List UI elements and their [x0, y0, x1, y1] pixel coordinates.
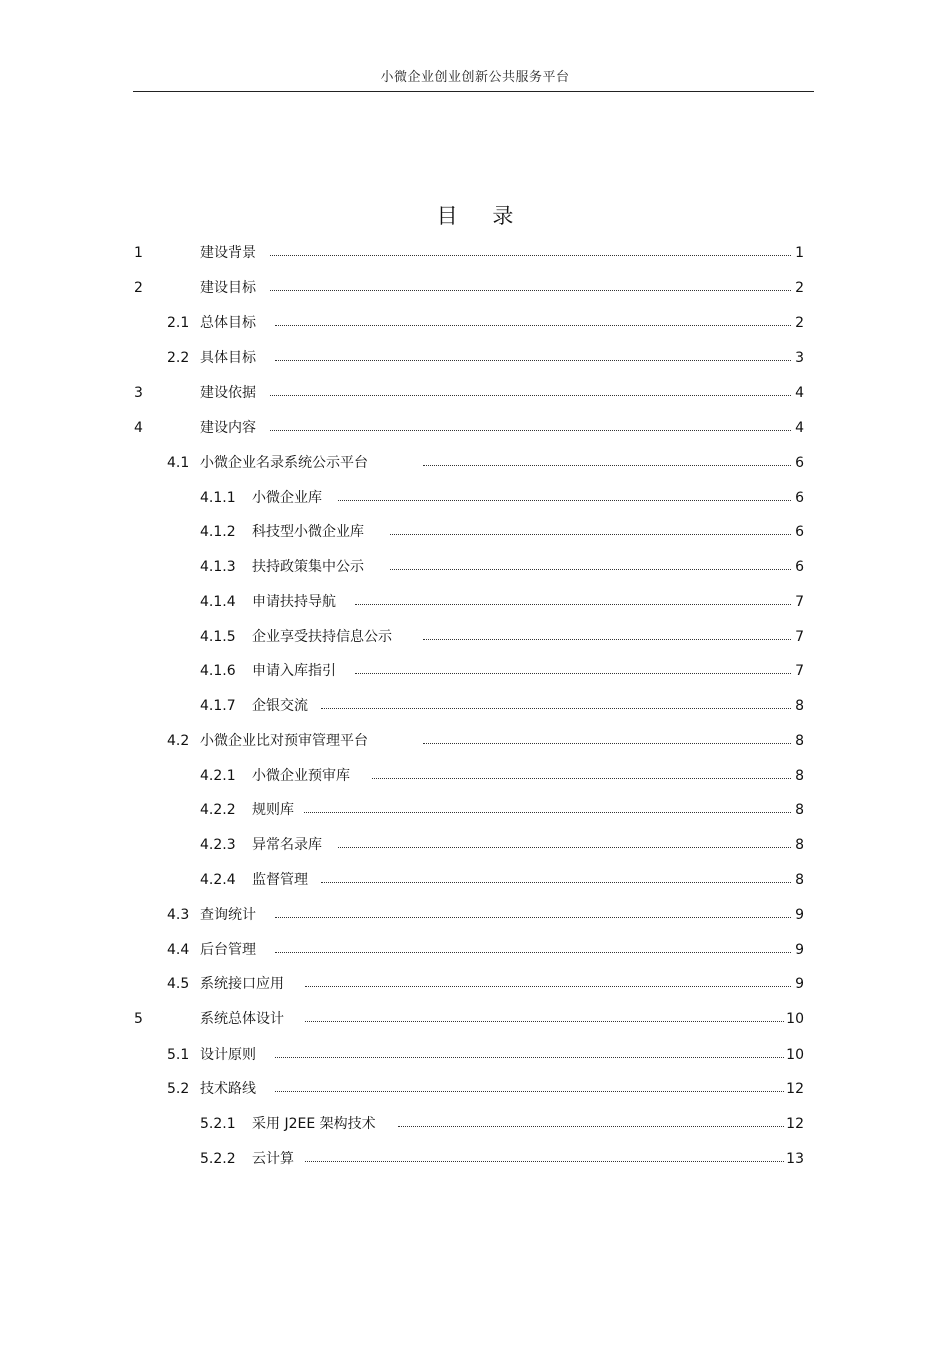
toc-entry-number: 4.2	[167, 733, 190, 749]
toc-entry[interactable]	[0, 488, 950, 508]
toc-entry-leader-dots	[305, 1155, 784, 1162]
toc-entry-leader-dots	[423, 633, 791, 640]
toc-entry-number: 4.4	[167, 942, 190, 958]
toc-entry-leader-dots	[338, 841, 791, 848]
toc-entry-leader-dots	[275, 1051, 784, 1058]
toc-entry-leader-dots	[275, 911, 791, 918]
toc-entry[interactable]	[0, 974, 950, 994]
toc-heading: 目 录	[436, 204, 528, 228]
toc-entry-number: 4.1.4	[200, 594, 236, 610]
toc-entry-leader-dots	[275, 1085, 784, 1092]
toc-entry[interactable]	[0, 1149, 950, 1169]
toc-entry-title: 建设依据	[200, 385, 256, 401]
toc-entry-leader-dots	[305, 1015, 784, 1022]
toc-entry-number: 5.2	[167, 1081, 190, 1097]
toc-entry[interactable]	[0, 1045, 950, 1065]
toc-entry-page-number: 12	[786, 1116, 804, 1132]
toc-entry[interactable]	[0, 383, 950, 403]
toc-entry-number: 4.2.3	[200, 837, 236, 853]
toc-entry-title: 云计算	[252, 1151, 294, 1167]
toc-entry-page-number: 6	[795, 490, 804, 506]
header-rule	[133, 91, 814, 92]
toc-entry[interactable]	[0, 661, 950, 681]
toc-entry-number: 2	[134, 280, 143, 296]
toc-entry-number: 4.1.3	[200, 559, 236, 575]
toc-entry-title: 科技型小微企业库	[252, 524, 364, 540]
toc-entry-page-number: 9	[795, 942, 804, 958]
toc-entry[interactable]	[0, 348, 950, 368]
toc-entry-leader-dots	[270, 249, 791, 256]
toc-entry[interactable]	[0, 453, 950, 473]
toc-entry[interactable]	[0, 1009, 950, 1029]
toc-entry-title: 申请入库指引	[252, 663, 336, 679]
toc-entry-number: 4.5	[167, 976, 190, 992]
toc-entry-page-number: 9	[795, 907, 804, 923]
toc-entry-leader-dots	[372, 772, 791, 779]
toc-entry-title: 企银交流	[252, 698, 308, 714]
toc-entry[interactable]	[0, 313, 950, 333]
toc-entry[interactable]	[0, 696, 950, 716]
toc-entry-title: 小微企业库	[252, 490, 322, 506]
toc-entry-title: 技术路线	[200, 1081, 256, 1097]
toc-entry-page-number: 2	[795, 280, 804, 296]
toc-entry-leader-dots	[270, 389, 791, 396]
toc-entry-title: 小微企业比对预审管理平台	[200, 733, 368, 749]
toc-entry-number: 4.2.4	[200, 872, 236, 888]
toc-entry-leader-dots	[321, 876, 791, 883]
toc-entry-number: 4.1.7	[200, 698, 236, 714]
toc-entry-number: 4.1	[167, 455, 190, 471]
toc-entry[interactable]	[0, 766, 950, 786]
toc-entry-leader-dots	[275, 354, 791, 361]
toc-entry-page-number: 12	[786, 1081, 804, 1097]
toc-entry[interactable]	[0, 243, 950, 263]
toc-entry-page-number: 3	[795, 350, 804, 366]
toc-entry-number: 4.2.1	[200, 768, 236, 784]
toc-entry-number: 4.1.5	[200, 629, 236, 645]
toc-entry-number: 4.3	[167, 907, 190, 923]
toc-entry-number: 5.2.2	[200, 1151, 236, 1167]
toc-entry-number: 5	[134, 1011, 143, 1027]
toc-entry-leader-dots	[275, 319, 791, 326]
toc-entry-number: 4.1.2	[200, 524, 236, 540]
toc-entry-page-number: 6	[795, 559, 804, 575]
toc-entry-number: 1	[134, 245, 143, 261]
toc-entry-leader-dots	[423, 737, 791, 744]
toc-entry-title: 后台管理	[200, 942, 256, 958]
toc-entry[interactable]	[0, 940, 950, 960]
toc-entry[interactable]	[0, 278, 950, 298]
toc-entry-number: 2.2	[167, 350, 190, 366]
toc-entry[interactable]	[0, 870, 950, 890]
toc-entry-leader-dots	[270, 284, 791, 291]
toc-entry-title: 建设目标	[200, 280, 256, 296]
toc-entry[interactable]	[0, 1079, 950, 1099]
toc-entry-leader-dots	[355, 598, 791, 605]
toc-entry-page-number: 7	[795, 663, 804, 679]
toc-entry[interactable]	[0, 731, 950, 751]
toc-entry-number: 4	[134, 420, 143, 436]
toc-entry-leader-dots	[304, 806, 791, 813]
toc-entry-title: 具体目标	[200, 350, 256, 366]
toc-entry-leader-dots	[305, 980, 791, 987]
toc-entry-page-number: 4	[795, 385, 804, 401]
toc-entry[interactable]	[0, 627, 950, 647]
toc-entry-page-number: 8	[795, 768, 804, 784]
toc-entry-leader-dots	[355, 667, 791, 674]
page-header-title: 小微企业创业创新公共服务平台	[380, 70, 570, 85]
toc-entry[interactable]	[0, 522, 950, 542]
toc-entry-number: 5.2.1	[200, 1116, 236, 1132]
toc-entry-title: 采用 J2EE 架构技术	[252, 1116, 376, 1132]
toc-entry[interactable]	[0, 592, 950, 612]
toc-entry-page-number: 9	[795, 976, 804, 992]
toc-entry-title: 申请扶持导航	[252, 594, 336, 610]
toc-entry-page-number: 2	[795, 315, 804, 331]
toc-entry-title: 小微企业名录系统公示平台	[200, 455, 368, 471]
toc-entry-leader-dots	[390, 528, 791, 535]
toc-entry-leader-dots	[321, 702, 791, 709]
toc-entry-page-number: 10	[786, 1011, 804, 1027]
toc-entry-page-number: 7	[795, 629, 804, 645]
toc-entry-leader-dots	[423, 459, 791, 466]
toc-entry-page-number: 13	[786, 1151, 804, 1167]
toc-entry-leader-dots	[338, 494, 791, 501]
toc-entry-title: 查询统计	[200, 907, 256, 923]
toc-entry-title: 规则库	[252, 802, 294, 818]
toc-entry[interactable]	[0, 800, 950, 820]
toc-entry-page-number: 7	[795, 594, 804, 610]
toc-entry-page-number: 10	[786, 1047, 804, 1063]
toc-entry-page-number: 8	[795, 733, 804, 749]
toc-entry-leader-dots	[275, 946, 791, 953]
toc-entry-leader-dots	[390, 563, 791, 570]
toc-entry-page-number: 1	[795, 245, 804, 261]
toc-entry[interactable]	[0, 557, 950, 577]
toc-entry-title: 建设背景	[200, 245, 256, 261]
toc-entry-leader-dots	[398, 1120, 784, 1127]
toc-entry-number: 4.1.6	[200, 663, 236, 679]
toc-entry-number: 4.1.1	[200, 490, 236, 506]
toc-entry[interactable]	[0, 905, 950, 925]
toc-entry-number: 2.1	[167, 315, 190, 331]
toc-entry-page-number: 4	[795, 420, 804, 436]
toc-entry-number: 3	[134, 385, 143, 401]
toc-entry-title: 小微企业预审库	[252, 768, 350, 784]
toc-entry-title: 异常名录库	[252, 837, 322, 853]
toc-entry-number: 4.2.2	[200, 802, 236, 818]
toc-entry-leader-dots	[270, 424, 791, 431]
toc-entry-title: 建设内容	[200, 420, 256, 436]
toc-entry-title: 监督管理	[252, 872, 308, 888]
toc-entry-page-number: 8	[795, 837, 804, 853]
toc-entry-title: 总体目标	[200, 315, 256, 331]
toc-entry[interactable]	[0, 1114, 950, 1134]
toc-entry-page-number: 6	[795, 524, 804, 540]
toc-entry-title: 系统总体设计	[200, 1011, 284, 1027]
toc-entry-page-number: 8	[795, 872, 804, 888]
toc-entry-title: 扶持政策集中公示	[252, 559, 364, 575]
toc-entry-number: 5.1	[167, 1047, 190, 1063]
toc-entry[interactable]	[0, 418, 950, 438]
toc-entry[interactable]	[0, 835, 950, 855]
toc-entry-page-number: 8	[795, 698, 804, 714]
toc-entry-page-number: 8	[795, 802, 804, 818]
toc-entry-page-number: 6	[795, 455, 804, 471]
toc-entry-title: 设计原则	[200, 1047, 256, 1063]
toc-entry-title: 系统接口应用	[200, 976, 284, 992]
toc-entry-title: 企业享受扶持信息公示	[252, 629, 392, 645]
